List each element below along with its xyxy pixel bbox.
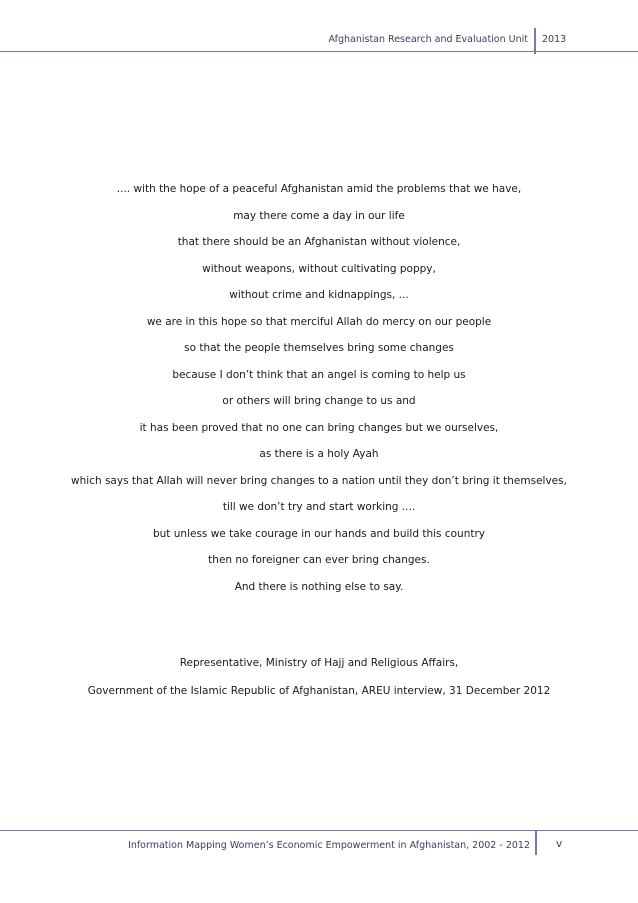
quote-line: then no foreigner can ever bring changes. [208,554,430,566]
header-organization: Afghanistan Research and Evaluation Unit [328,34,528,45]
quote-line: so that the people themselves bring some changes [184,342,454,354]
footer-divider [535,831,537,855]
attribution-line: Government of the Islamic Republic of Afghanistan, AREU interview, 31 December 2012 [87,685,551,697]
quote-line: or others will bring change to us and [222,395,416,407]
quote-line: And there is nothing else to say. [234,580,404,593]
quote-line: without crime and kidnappings, ... [229,289,409,301]
page-header [0,0,638,60]
quote-line: may there come a day in our life [233,209,405,222]
footer-report-title: Information Mapping Women’s Economic Empowerment in Afghanistan, 2002 - 2012 [128,840,530,851]
attribution-line: Representative, Ministry of Hajj and Religious Affairs, [179,657,459,669]
quote-line: it has been proved that no one can bring changes but we ourselves, [139,421,499,434]
quote-line: without weapons, without cultivating poppy, [202,262,436,275]
epigraph-quote [0,182,638,606]
header-year: 2013 [542,34,567,45]
quote-line: we are in this hope so that merciful Allah do mercy on our people [146,315,492,328]
quote-line: .... with the hope of a peaceful Afghanistan amid the problems that we have, [116,183,522,195]
quote-line: but unless we take courage in our hands and build this country [152,527,485,540]
header-rule [0,51,638,52]
quote-line: that there should be an Afghanistan without violence, [177,236,461,248]
quote-line: till we don’t try and start working .... [222,501,416,513]
quote-line: which says that Allah will never bring changes to a nation until they don’t bring it themselves, [71,474,567,487]
quote-line: because I don’t think that an angel is coming to help us [172,368,466,381]
page-number: v [556,838,563,850]
footer-rule [0,830,638,831]
quote-line: as there is a holy Ayah [259,448,379,460]
quote-attribution [0,656,638,712]
